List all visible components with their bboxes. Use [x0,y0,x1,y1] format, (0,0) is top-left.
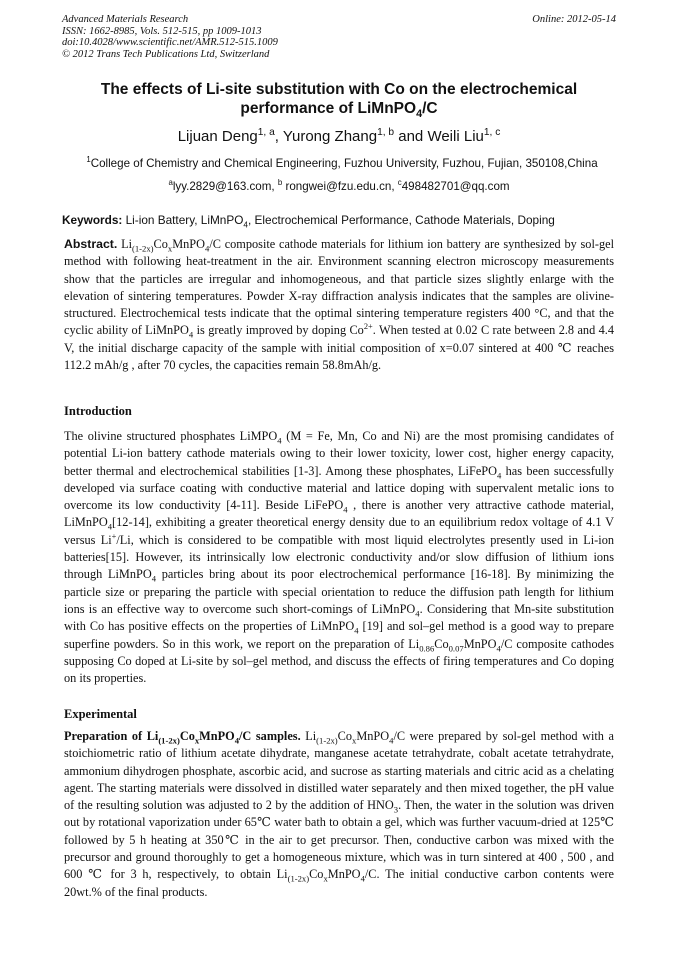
affiliation-text: College of Chemistry and Chemical Engineering, Fuzhou University, Fuzhou, Fujian, 350108,China [90,157,598,170]
journal-header [62,14,616,60]
email-link[interactable]: 498482701@qq.com [401,180,510,193]
abstract-label: Abstract. [64,237,118,251]
keywords-text: Li-ion Battery, LiMnPO [122,213,244,227]
doi-line: doi:10.4028/www.scientific.net/AMR.512-515.1009 [62,37,278,48]
introduction-paragraph: The olivine structured phosphates LiMPO$_4$ (M = Fe, Mn, Co and Ni) are the most promising candidates of potential Li-ion battery cathode materials owing to their lower toxicity, lower cost, higher energy capacity, better thermal and electrochemical stabilities [1-3]. Among these phosphates, LiFePO$_4$ has been successfully developed via surface coating with conductive material and lattice doping with supervalent metalic ions to overcome its low conductivity [4-11]. Beside LiFePO$_4$ , there is another very attractive cathode material, LiMnPO$_4$[12-14], exhibiting a greater theoretical energy density due to an equilibrium redox voltage of 4.1 V versus Li+/Li, which is considered to be compatible with most liquid electrolytes presently used in Li-ion batteries[15]. However, its intrinsically low electronic conductivity and/or slow diffusion of lithium ions through LiMnPO$_4$ particles bring about its poor electrochemical performance [16-18]. By minimizing the particle size or preparing the particle with special orientation to reduce the diffusion path length for lithium ions is an effective way to overcome such short-comings of LiMnPO$_4$. Considering that Mn-site substitution with Co has positive effects on the properties of LiMnPO$_4$ [19] and sol–gel method is a good way to prepare superfine powders. So in this work, we report on the preparation of $Li_{0.86}Co_{0.07}MnPO_4/C$ composite cathodes supposing Co doped at Li-site by sol–gel method, and discuss the effects of firing temperatures and Co doping on its properties. [64,429,615,686]
author-mark: 1, b [377,127,395,138]
title-text-end: /C [422,100,438,117]
keywords-subscript: 4 [243,220,248,230]
author-name: Lijuan Deng [177,128,258,145]
email-link[interactable]: rongwei@fzu.edu.cn [285,180,392,193]
email-mark: a [168,178,173,188]
title-text: The effects of Li-site substitution with Co on the electrochemical performance of LiMnPO [100,81,578,117]
email-link[interactable]: lyy.2829@163.com [172,180,272,193]
email-mark: b [277,178,283,188]
author-name: Yurong Zhang [282,128,378,145]
title-subscript: 4 [416,108,423,121]
online-date: Online: 2012-05-14 [532,14,616,25]
journal-name: Advanced Materials Research [62,14,189,25]
keywords-text-end: , Electrochemical Performance, Cathode Materials, Doping [247,213,555,227]
paper-title [62,80,616,121]
email-mark: c [397,178,402,188]
introduction-heading: Introduction [64,404,132,418]
author-separator: and [394,128,428,145]
affiliation-mark: 1 [86,155,91,165]
author-mark: 1, a [257,127,275,138]
email-list: $^a$lyy.2829@163.com, $^b$ rongwei@fzu.edu.cn, $^c$498482701@qq.com [168,178,510,193]
affiliation [62,157,622,170]
author-name: Weili Liu [427,128,484,145]
keywords-label: Keywords: [62,213,123,227]
author-mark: 1, c [483,127,501,138]
copyright-line: © 2012 Trans Tech Publications Ltd, Switzerland [62,48,270,60]
experimental-lead: Preparation of $Li_{(1-2x)}Co_xMnPO_4/C$ samples. [64,729,301,746]
keywords [62,213,622,230]
author-separator: , [274,128,283,145]
author-list [62,128,616,145]
abstract-paragraph: Abstract. $Li_{(1-2x)}Co_xMnPO_4/C$ composite cathode materials for lithium ion battery are synthesized by sol-gel method with following heat-treatment in the air. Environment scanning electron microscopy measurements show that the particles are irregular and inhomogeneous, and that particle sizes slightly enlarge with the elevation of sintering temperatures. Powder X-ray diffraction analysis indicates that the samples are olivine-structured. Electrochemical tests indicate that the optimal sintering temperature registers 400 °C, and that the cyclic ability of LiMnPO$_4$ is greatly improved by doping $Co^{2+}$. When tested at 0.02 C rate between 2.8 and 4.4 V, the initial discharge capacity of the sample with initial composition of x=0.07 sintered at 400 ℃ reaches 112.2 mAh/g , after 70 cycles, the capacities remain 58.8mAh/g. [64,237,614,373]
experimental-heading: Experimental [64,707,137,721]
experimental-paragraph: Preparation of $Li_{(1-2x)}Co_xMnPO_4/C$ samples. $Li_{(1-2x)}Co_xMnPO_4/C$ were prepared by sol-gel method with a stoichiometric ratio of lithium acetate dihydrate, manganese acetate tetrahydrate, cobalt acetate tetrahydrate, ammonium dihydrogen phosphate, ascorbic acid, and sucrose as starting materials and citric acid as a chelating agent. The starting materials were dissolved in distilled water separately and then mixed together, the pH value of the resulting solution was adjusted to 2 by the addition of $HNO_3$. Then, the water in the solution was driven out by rotational vaporization under 65℃ water bath to obtain a gel, which was further vacuum-dried at 125℃ followed by 5 h heating at 350℃ in the air to get precursor. Then, conductive carbon was mixed with the precursor and ground thoroughly to get a homogeneous mixture, which was in turn sintered at 400 , 500 , and 600 ℃ for 3 h, respectively, to obtain $Li_{(1-2x)}Co_xMnPO_4/C$. The initial conductive carbon contents were 20wt.% of the final products. [64,729,614,899]
issn-line: ISSN: 1662-8985, Vols. 512-515, pp 1009-1013 [62,25,262,37]
